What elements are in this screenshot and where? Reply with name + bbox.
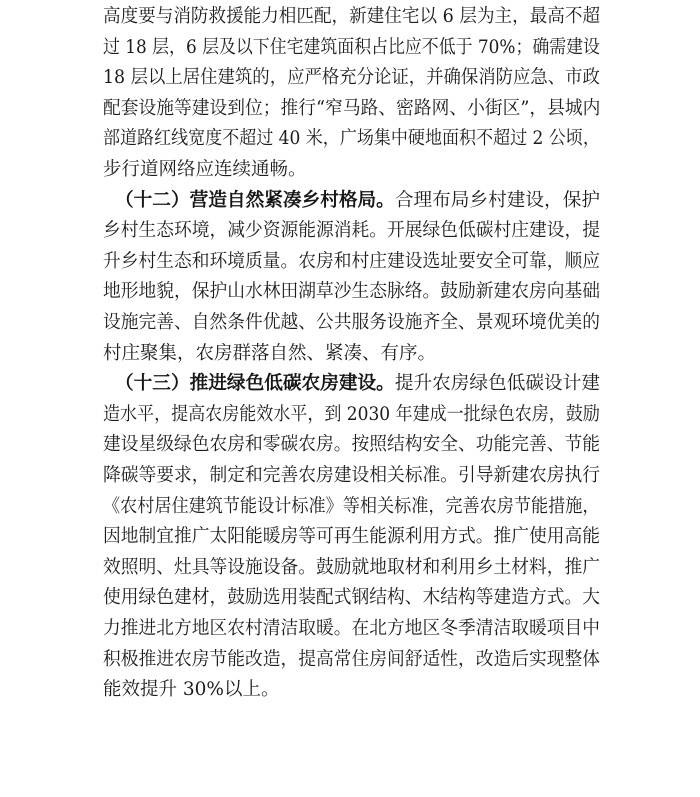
text-line: 步行道网络应连续通畅。 (103, 159, 307, 180)
section-heading: （十二）营造自然紧凑乡村格局。 (115, 189, 395, 211)
text-line: 效照明、灶具等设施设备。鼓励就地取材和利用乡土材料，推广 (103, 556, 601, 578)
section-13-first-line (115, 371, 600, 397)
text-line: 乡村生态环境，减少资源能源消耗。开展绿色低碳村庄建设，提 (103, 220, 601, 242)
text-line: 能效提升 30%以上。 (103, 679, 280, 701)
text-line: 造水平，提高农房能效水平，到 2030 年建成一批绿色农房，鼓励 (103, 403, 600, 425)
text-line: 设施完善、自然条件优越、公共服务设施齐全、景观环境优美的 (103, 312, 601, 333)
text-line: 部道路红线宽度不超过 40 米，广场集中硬地面积不超过 2 公顷， (103, 128, 600, 150)
text-line: 建设星级绿色农房和零碳农房。按照结构安全、功能完善、节能 (103, 434, 601, 456)
text-line: 村庄聚集，农房群落自然、紧凑、有序。 (103, 342, 437, 364)
text-line: 力推进北方地区农村清洁取暖。在北方地区冬季清洁取暖项目中 (103, 618, 601, 639)
text-run: 合理布局乡村建设，保护 (394, 189, 601, 211)
text-line: 升乡村生态和环境质量。农房和村庄建设选址要安全可靠，顺应 (103, 250, 601, 272)
text-line: 因地制宜推广太阳能暖房等可再生能源利用方式。推广使用高能 (103, 526, 601, 548)
text-line: 使用绿色建材，鼓励选用装配式钢结构、木结构等建造方式。大 (103, 587, 601, 609)
section-12-first-line (115, 188, 600, 214)
text-line: 地形地貌，保护山水林田湖草沙生态脉络。鼓励新建农房向基础 (103, 281, 601, 303)
text-line: 《农村居住建筑节能设计标准》等相关标准，完善农房节能措施， (103, 495, 600, 517)
text-run: 提升农房绿色低碳设计建 (394, 373, 601, 395)
text-line: 18 层以上居住建筑的，应严格充分论证，并确保消防应急、市政 (103, 67, 600, 89)
text-line: 配套设施等建设到位；推行“窄马路、密路网、小街区”，县城内 (103, 97, 601, 119)
text-line: 降碳等要求，制定和完善农房建设相关标准。引导新建农房执行 (103, 465, 601, 486)
text-line: 积极推进农房节能改造，提高常住房间舒适性，改造后实现整体 (103, 648, 601, 670)
section-heading: （十三）推进绿色低碳农房建设。 (115, 373, 395, 395)
text-line: 过 18 层，6 层及以下住宅建筑面积占比应不低于 70%；确需建设 (103, 36, 600, 58)
text-line: 高度要与消防救援能力相匹配，新建住宅以 6 层为主，最高不超 (103, 6, 601, 27)
